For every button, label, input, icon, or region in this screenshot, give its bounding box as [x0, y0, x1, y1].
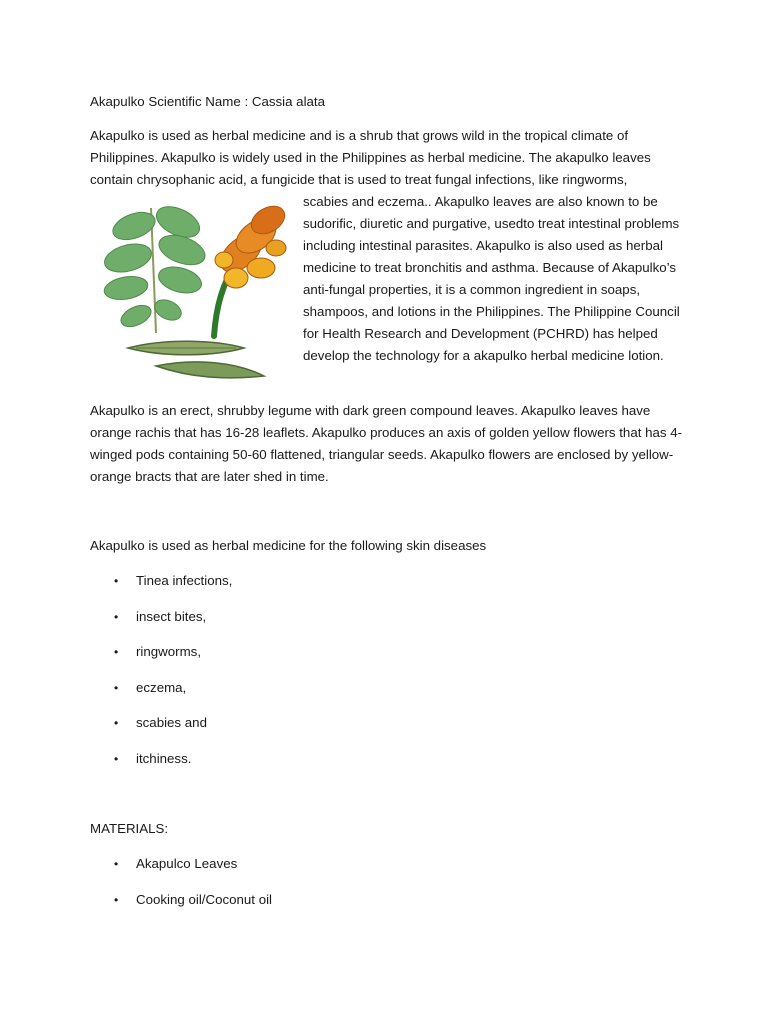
bullet-icon: • [114, 892, 119, 907]
akapulko-plant-image [96, 198, 296, 388]
bullet-icon: • [114, 609, 119, 624]
intro-line: Akapulko is used as herbal medicine and is a shrub that grows wild in the tropical climate of [90, 128, 629, 143]
bullet-icon: • [114, 574, 119, 588]
bullet-icon: • [114, 857, 119, 871]
materials-heading: MATERIALS: [90, 821, 169, 836]
document-page: Akapulko Scientific Name : Cassia alata Akapulko is used as herbal medicine and is a shrub that grows wild in the tropical climate of Philippines. Akapulko is widely used in the Philippines as herbal medicine. The akapulko leaves contain chrysophanic acid, a fungicide that is used to treat fungal infections, like ringworms, scabies and eczema.. Akapulko leaves are also known to be sudorific, diuretic and purgative, usedto treat intestinal problems including intestinal parasites. Akapulko is also used as herbal medicine to treat bronchitis and asthma. Because of Akapulko’s anti-fungal properties, it is a common ingredient in soaps, shampoos, and lotions in the Philippines. The Philippine Council for Health Research and Development (PCHRD) has helped develop the technology for a akapulko herbal medicine lotion. Akapulko is an erect, shrubby legume with dark green compound leaves. Akapulko leaves have orange rachis that has 16-28 leaflets. Akapulko produces an axis of golden yellow flowers that has 4-winged pods containing 50-60 flattened, triangular seeds. Akapulko flowers are enclosed by yellow-orange bracts that are later shed in time. Akapulko is used as herbal medicine for the following skin diseases • Tinea infections, • insect bites, • ringworms, • eczema, • scabies and • itchiness. MATERIALS: • Akapulco Leaves • Cooking oil/Coconut oil [0, 0, 768, 1024]
bullet-icon: • [114, 716, 119, 730]
wrapped-paragraph: scabies and eczema.. Akapulko leaves are also known to be sudorific, diuretic and purgative, usedto treat intestinal problems including intestinal parasites. Akapulko is also used as herbal medicine to treat bronchitis and asthma. Because of Akapulko’s anti-fungal properties, it is a common ingredient in soaps, shampoos, and lotions in the Philippines. The Philippine Council for Health Research and Development (PCHRD) has helped develop the technology for a akapulko herbal medicine lotion. [303, 194, 680, 363]
intro-line: Philippines. Akapulko is widely used in the Philippines as herbal medicine. The akapulko leaves [90, 150, 651, 165]
description-paragraph: Akapulko is an erect, shrubby legume with dark green compound leaves. Akapulko leaves have orange rachis that has 16-28 leaflets. Akapulko produces an axis of golden yellow flowers that has 4-winged pods containing 50-60 flattened, triangular seeds. Akapulko flowers are enclosed by yellow-orange bracts that are later shed in time. [90, 403, 683, 484]
intro-line: contain chrysophanic acid, a fungicide that is used to treat fungal infections, like ringworms, [90, 172, 628, 187]
page-title: Akapulko Scientific Name : Cassia alata [90, 94, 326, 109]
bullet-icon: • [114, 751, 119, 766]
bullet-icon: • [114, 680, 119, 695]
skin-diseases-heading: Akapulko is used as herbal medicine for the following skin diseases [90, 538, 487, 553]
bullet-icon: • [114, 645, 119, 659]
